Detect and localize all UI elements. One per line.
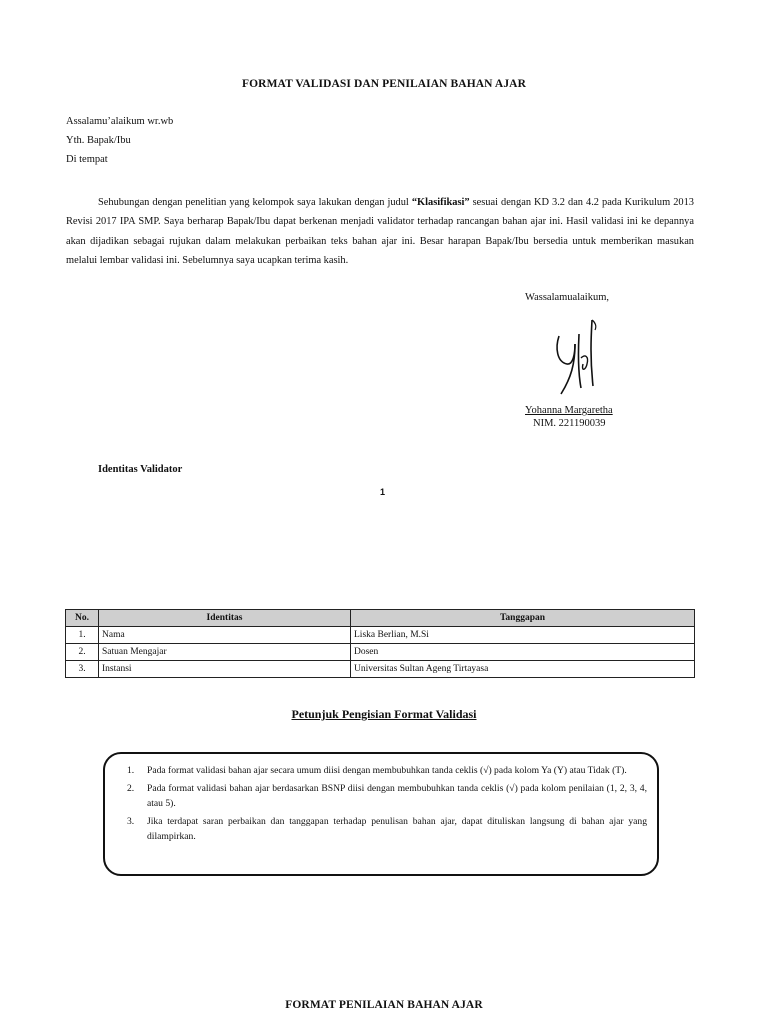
table-row bbox=[66, 644, 695, 661]
body-paragraph bbox=[66, 193, 694, 270]
instruction-text: Jika terdapat saran perbaikan dan tanggapan terhadap penulisan bahan ajar, dapat dituliskan langsung di bahan ajar yang dilampirkan. bbox=[147, 815, 647, 842]
validator-heading: Identitas Validator bbox=[98, 464, 183, 475]
signer-nim: NIM. 221190039 bbox=[533, 418, 606, 429]
body-text-part-1: Sehubungan dengan penelitian yang kelompok saya lakukan dengan judul bbox=[98, 197, 409, 208]
signer-name: Yohanna Margaretha bbox=[525, 405, 613, 416]
row-identitas: Instansi bbox=[99, 661, 351, 678]
page-number: 1 bbox=[380, 487, 386, 497]
body-text-part-2: sesuai dengan KD 3.2 dan 4.2 pada Kurikulum 2013 Revisi 2017 IPA SMP. Saya berharap Bapak/Ibu dapat berkenan menjadi validator terhadap rancangan bahan ajar ini. Hasil validasi ini ke depannya akan dijadikan sebagai rujukan dalam melakukan perbaikan teks bahan ajar ini. Besar harapan Bapak/Ibu bersedia untuk memberikan masukan melalui lembar validasi ini. Sebelumnya saya ucapkan terima kasih. bbox=[66, 197, 694, 266]
row-tanggapan: Dosen bbox=[351, 644, 695, 661]
greeting-salam: Assalamu’alaikum wr.wb bbox=[66, 116, 174, 127]
signature-image bbox=[545, 314, 605, 400]
instructions-heading: Petunjuk Pengisian Format Validasi bbox=[291, 707, 477, 721]
column-header-identitas: Identitas bbox=[99, 610, 351, 627]
table-row bbox=[66, 627, 695, 644]
research-title: “Klasifikasi” bbox=[411, 197, 470, 208]
instruction-text: Pada format validasi bahan ajar secara umum diisi dengan membubuhkan tanda ceklis (√) pada kolom Ya (Y) atau Tidak (T). bbox=[147, 765, 627, 776]
row-identitas: Nama bbox=[99, 627, 351, 644]
table-header-row bbox=[66, 610, 695, 627]
row-identitas: Satuan Mengajar bbox=[99, 644, 351, 661]
instruction-item bbox=[105, 781, 647, 812]
row-tanggapan: Universitas Sultan Ageng Tirtayasa bbox=[351, 661, 695, 678]
instruction-text: Pada format validasi bahan ajar berdasarkan BSNP diisi dengan membubuhkan tanda ceklis (√) pada kolom penilaian (1, 2, 3, 4, atau 5). bbox=[147, 782, 647, 809]
instruction-item bbox=[105, 763, 647, 779]
table-row bbox=[66, 661, 695, 678]
footer-title: FORMAT PENILAIAN BAHAN AJAR bbox=[285, 999, 483, 1011]
row-tanggapan: Liska Berlian, M.Si bbox=[351, 627, 695, 644]
closing-salam: Wassalamualaikum, bbox=[525, 292, 610, 303]
instructions-box bbox=[103, 752, 659, 876]
greeting-recipient: Yth. Bapak/Ibu bbox=[66, 135, 131, 146]
document-title: FORMAT VALIDASI DAN PENILAIAN BAHAN AJAR bbox=[242, 78, 526, 90]
column-header-no: No. bbox=[66, 610, 99, 627]
instruction-number: 3. bbox=[127, 815, 135, 827]
instruction-number: 1. bbox=[127, 765, 135, 776]
row-number: 1. bbox=[66, 627, 99, 644]
row-number: 3. bbox=[66, 661, 99, 678]
validator-identity-table bbox=[65, 609, 695, 678]
greeting-place: Di tempat bbox=[66, 154, 108, 165]
instruction-item bbox=[105, 814, 647, 845]
instruction-number: 2. bbox=[127, 782, 135, 794]
row-number: 2. bbox=[66, 644, 99, 661]
column-header-tanggapan: Tanggapan bbox=[351, 610, 695, 627]
